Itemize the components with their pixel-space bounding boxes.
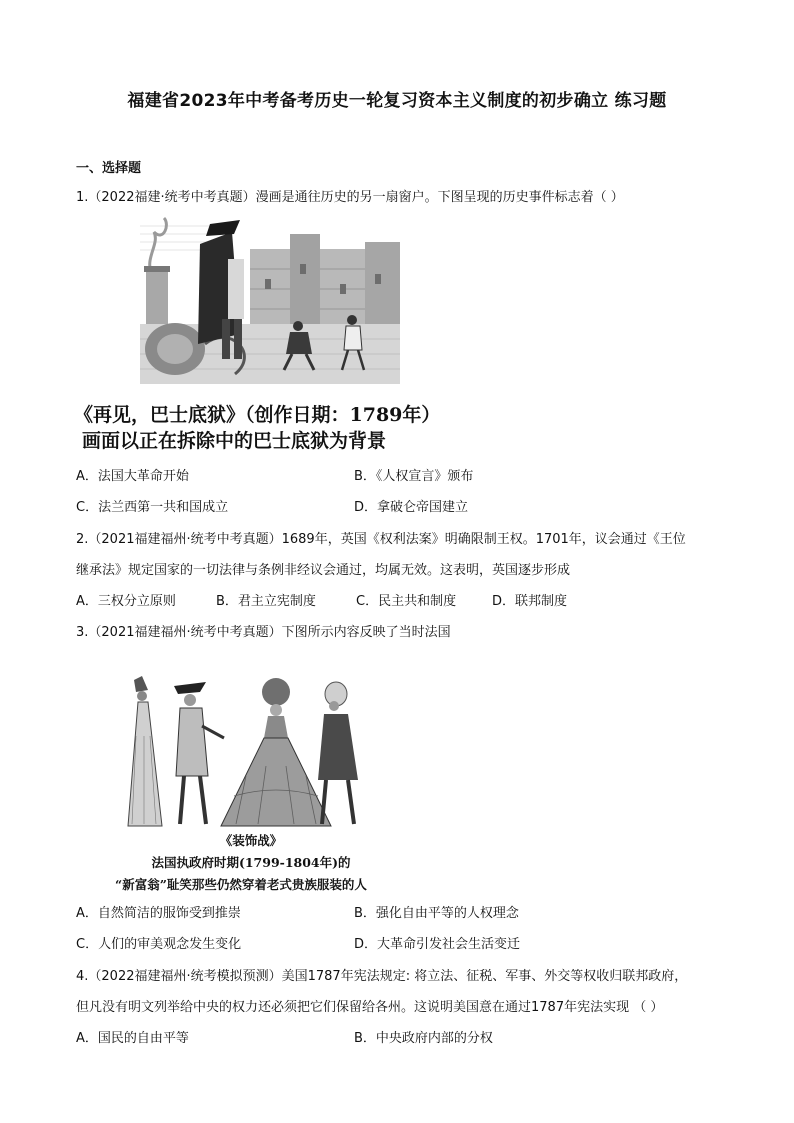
question-1-stem: 1.（2022福建·统考中考真题）漫画是通往历史的另一扇窗户。下图呈现的历史事件标志着（ ） xyxy=(76,190,624,205)
question-4-stem-line-2: 但凡没有明文列举给中央的权力还必须把它们保留给各州。这说明美国意在通过1787年宪法实现 （ ） xyxy=(76,1000,664,1015)
bastille-cartoon-image xyxy=(140,214,400,384)
question-2-option-c: C．民主共和制度 xyxy=(356,594,457,609)
question-2-stem-line-1: 2.（2021福建福州·统考中考真题）1689年，英国《权利法案》明确限制王权。1701年，议会通过《王位 xyxy=(76,532,686,547)
fashion-war-cartoon-image xyxy=(126,676,376,828)
question-4-stem-line-1: 4.（2022福建福州·统考模拟预测）美国1787年宪法规定: 将立法、征税、军事、外交等权收归联邦政府， xyxy=(76,969,688,984)
question-4-option-b: B．中央政府内部的分权 xyxy=(354,1031,493,1046)
question-3-option-b: B．强化自由平等的人权理念 xyxy=(354,906,519,921)
question-1-option-b: B．《人权宣言》颁布 xyxy=(354,469,474,484)
question-1-option-a: A．法国大革命开始 xyxy=(76,469,189,484)
question-1-option-c: C．法兰西第一共和国成立 xyxy=(76,500,229,515)
page-title: 福建省2023年中考备考历史一轮复习资本主义制度的初步确立 练习题 xyxy=(127,91,667,111)
question-2-stem-line-2: 继承法》规定国家的一切法律与条例非经议会通过，均属无效。这表明，英国逐步形成 xyxy=(76,563,571,578)
question-3-option-d: D．大革命引发社会生活变迁 xyxy=(354,937,521,952)
question-2-option-d: D．联邦制度 xyxy=(492,594,568,609)
question-1-caption-line-1: 《再见，巴士底狱》（创作日期：1789年） xyxy=(74,404,441,426)
question-3-caption-line-3: “新富翁”耻笑那些仍然穿着老式贵族服装的人 xyxy=(115,877,367,892)
question-2-option-b: B．君主立宪制度 xyxy=(216,594,316,609)
question-4-option-a: A．国民的自由平等 xyxy=(76,1031,189,1046)
question-1-option-d: D．拿破仑帝国建立 xyxy=(354,500,469,515)
question-2-option-a: A．三权分立原则 xyxy=(76,594,176,609)
question-3-option-a: A．自然简洁的服饰受到推崇 xyxy=(76,906,241,921)
section-heading: 一、选择题 xyxy=(76,161,142,176)
question-3-stem: 3.（2021福建福州·统考中考真题）下图所示内容反映了当时法国 xyxy=(76,625,451,640)
question-3-caption-line-2: 法国执政府时期(1799-1804年)的 xyxy=(151,855,351,870)
question-1-caption-line-2: 画面以正在拆除中的巴士底狱为背景 xyxy=(82,430,387,452)
question-3-caption-line-1: 《装饰战》 xyxy=(219,833,283,848)
question-3-option-c: C．人们的审美观念发生变化 xyxy=(76,937,242,952)
